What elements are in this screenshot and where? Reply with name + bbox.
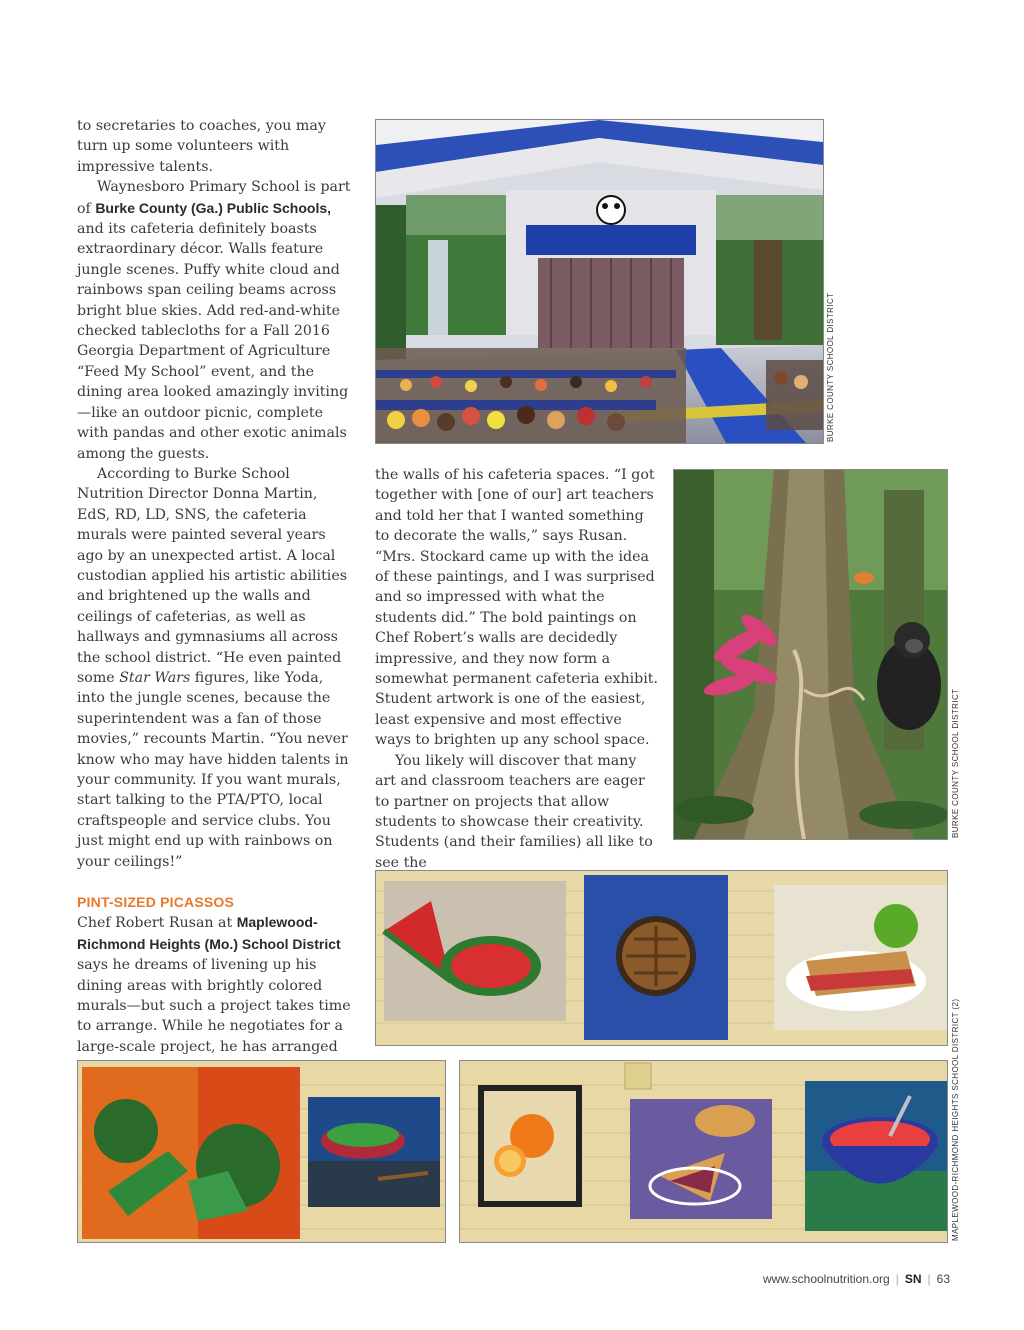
magazine-abbrev: SN (904, 1272, 922, 1286)
food-paintings-photo-right (459, 1060, 948, 1243)
section-subhead: PINT-SIZED PICASSOS (77, 894, 235, 911)
article-column-middle (375, 465, 660, 873)
school-name: Burke County (Ga.) Public Schools, (95, 199, 332, 216)
photo-credit: BURKE COUNTY SCHOOL DISTRICT (826, 292, 835, 442)
jungle-mural-photo (673, 469, 948, 840)
food-paintings-photo-top (375, 870, 948, 1046)
paragraph: the walls of his cafeteria spaces. “I got together with [one of our] art teachers and told her that I wanted something to decorate the walls,” says Rusan. “Mrs. Stockard came up with the idea of these paintings, and I was surprised and so impressed with what the students did.” The bold paintings on Chef Robert’s walls are decidedly impressive, and they now form a somewhat permanent cafeteria exhibit. Student artwork is one of the easiest, least expensive and most effective ways to brighten up any school space. (375, 467, 659, 749)
photo-credit: BURKE COUNTY SCHOOL DISTRICT (951, 688, 960, 838)
paragraph: According to Burke School Nutrition Director Donna Martin, EdS, RD, LD, SNS, the cafeteria murals were painted several years ago by an unexpected artist. A local custodian applied his artistic abilities and brightened up the walls and ceilings of cafeterias, as well as hallways and gymnasiums all across the school district. “He even painted some Star Wars figures, like Yoda, into the jungle scenes, because the superintendent was a fan of those movies,” recounts Martin. “You never know who may have hidden talents in your community. If you want murals, start talking to the PTA/PTO, local craftspeople and service clubs. You just might end up with rainbows on your ceilings!” (77, 465, 349, 870)
paragraph: Waynesboro Primary School is part of Burke County (Ga.) Public Schools, and its cafeteria definitely boasts extraordinary décor. Walls feature jungle scenes. Puffy white cloud and rainbows span ceiling beams across bright blue skies. Add red-and-white checked tablecloths for a Fall 2016 Georgia Department of Agriculture “Feed My School” event, and the dining area looked amazingly inviting—like an outdoor picnic, complete with pandas and other exotic animals among the guests. (77, 179, 351, 462)
page-number: 63 (936, 1272, 950, 1286)
district-name: Maplewood-Richmond Heights (Mo.) School District (77, 914, 341, 952)
website-url: www.schoolnutrition.org (762, 1272, 890, 1286)
paragraph: to secretaries to coaches, you may turn up some volunteers with impressive talents. (77, 118, 326, 175)
paragraph: You likely will discover that many art and classroom teachers are eager to partner on projects that allow students to showcase their creativity. Students (and their families) all like to see the (375, 752, 653, 871)
paragraph: Chef Robert Rusan at Maplewood-Richmond Heights (Mo.) School District says he dreams of livening up his dining areas with brightly colored murals—but such a project takes time to arrange. While he negotiates for a large-scale project, he has arranged (77, 914, 351, 1055)
photo-credit: MAPLEWOOD-RICHMOND HEIGHTS SCHOOL DISTRICT (2) (951, 998, 960, 1241)
cafeteria-photo (375, 119, 824, 444)
food-paintings-photo-left (77, 1060, 446, 1243)
article-column-left (77, 116, 352, 1119)
page-footer: www.schoolnutrition.org | SN | 63 (762, 1272, 950, 1286)
